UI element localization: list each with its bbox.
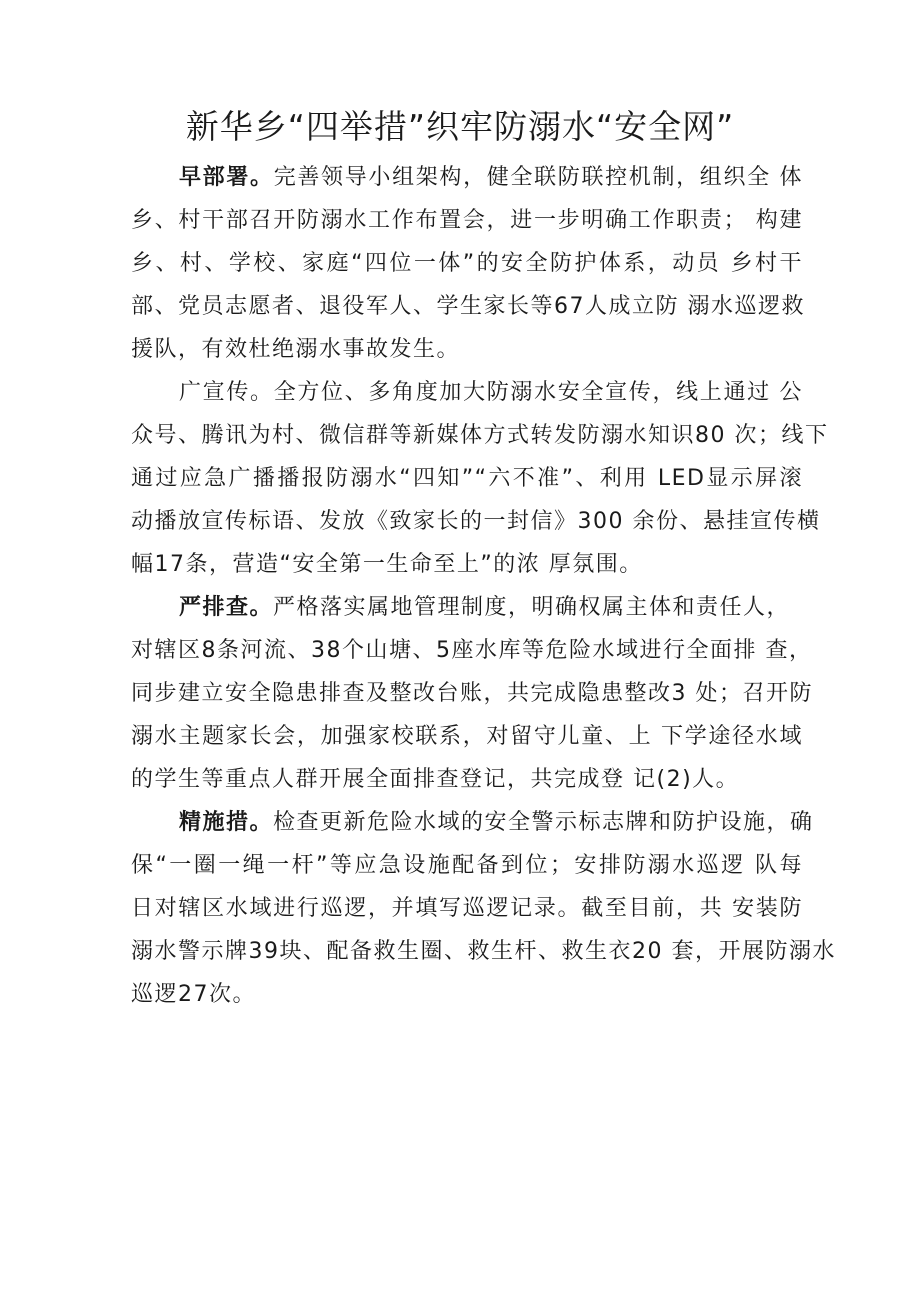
paragraph-lead: 精施措。 (179, 810, 274, 835)
paragraph-line: 广宣传。全方位、多角度加大防溺水安全宣传，线上通过 公 (179, 380, 803, 405)
paragraph-line: 乡、村干部召开防溺水工作布置会，进一步明确工作职责； 构建 (131, 208, 803, 233)
line-text: 严格落实属地管理制度，明确权属主体和责任人， (273, 595, 791, 620)
paragraph-line: 保“一圈一绳一杆”等应急设施配备到位；安排防溺水巡逻 队每 (131, 853, 803, 878)
paragraph-early-deployment (131, 156, 803, 371)
paragraph-line (131, 801, 814, 844)
paragraph-line: 溺水警示牌39块、配备救生圈、救生杆、救生衣20 套，开展防溺水 (131, 939, 836, 964)
paragraph-line: 对辖区8条河流、38个山塘、5座水库等危险水域进行全面排 查， (131, 638, 813, 663)
paragraph-line: 部、党员志愿者、退役军人、学生家长等67人成立防 溺水巡逻救 (131, 294, 805, 319)
paragraph-line: 日对辖区水域进行巡逻，并填写巡逻记录。截至目前，共 安装防 (131, 896, 803, 921)
paragraph-line: 的学生等重点人群开展全面排查登记，共完成登 记(2)人。 (131, 767, 740, 792)
paragraph-line: 动播放宣传标语、发放《致家长的一封信》300 余份、悬挂宣传横 (131, 509, 821, 534)
paragraph-line (131, 156, 803, 199)
paragraph-publicity (131, 371, 829, 586)
paragraph-strict-inspection (131, 586, 813, 801)
paragraph-line: 众号、腾讯为村、微信群等新媒体方式转发防溺水知识80 次；线下 (131, 423, 829, 448)
paragraph-line: 幅17条，营造“安全第一生命至上”的浓 厚氛围。 (131, 552, 643, 577)
paragraph-line (131, 586, 803, 629)
line-text: 完善领导小组架构，健全联防联控机制，组织全 体 (273, 165, 803, 190)
paragraph-line: 溺水主题家长会，加强家校联系，对留守儿童、上 下学途径水域 (131, 724, 803, 749)
paragraph-line: 援队，有效杜绝溺水事故发生。 (131, 337, 461, 362)
paragraph-lead: 严排查。 (179, 595, 274, 620)
paragraph-lead: 早部署。 (179, 165, 274, 190)
paragraph-line: 通过应急广播播报防溺水“四知”“六不准”、利用 LED显示屏滚 (131, 466, 803, 491)
paragraph-precise-measures (131, 801, 836, 1016)
paragraph-line: 乡、村、学校、家庭“四位一体”的安全防护体系，动员 乡村干 (131, 251, 803, 276)
line-text: 检查更新危险水域的安全警示标志牌和防护设施，确 (273, 810, 814, 835)
document-title: 新华乡“四举措”织牢防溺水“安全网” (185, 107, 735, 146)
paragraph-line: 同步建立安全隐患排查及整改台账，共完成隐患整改3 处；召开防 (131, 681, 813, 706)
paragraph-line: 巡逻27次。 (131, 982, 256, 1007)
